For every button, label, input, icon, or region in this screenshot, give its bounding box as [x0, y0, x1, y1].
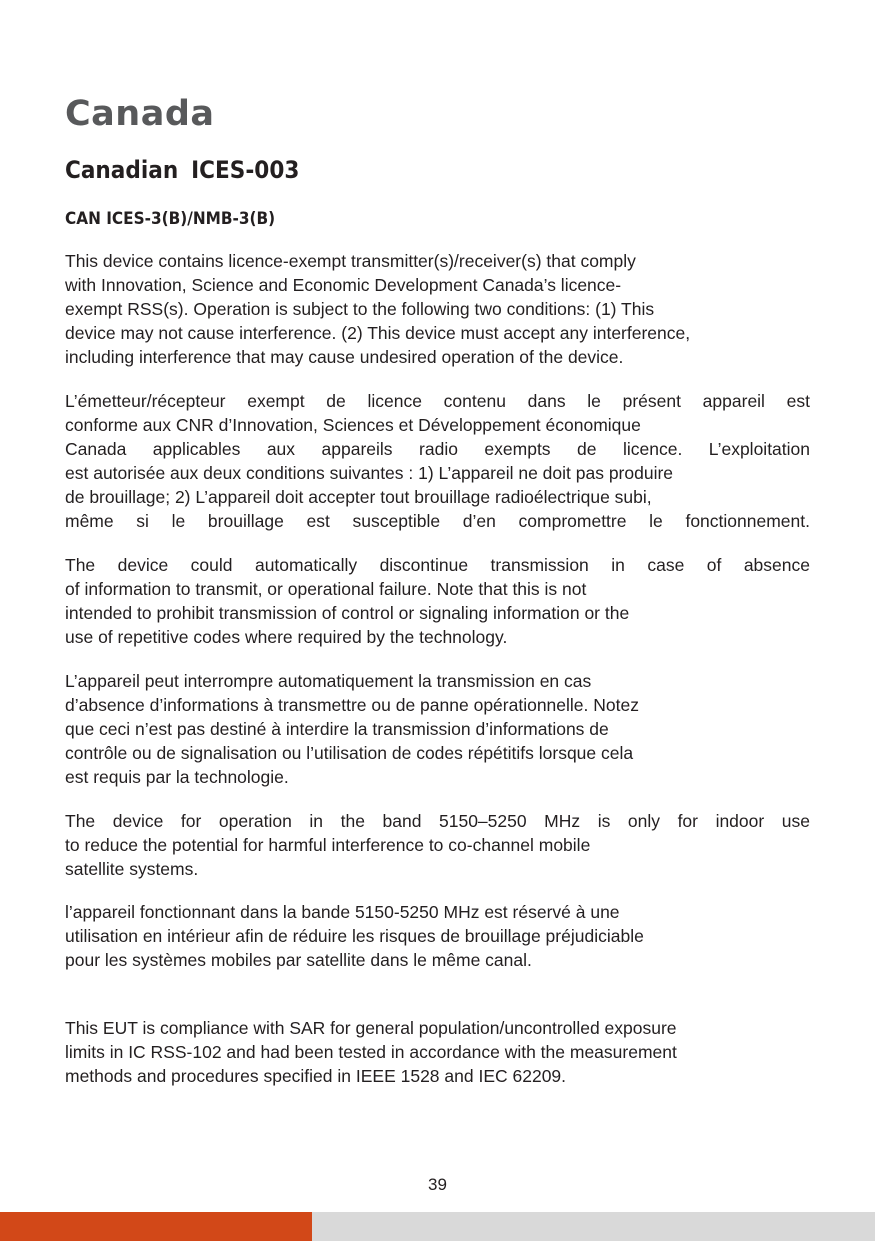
paragraph-french-band [65, 900, 810, 972]
compliance-label: CAN ICES-3(B)/NMB-3(B) [65, 209, 276, 229]
paragraph-english-discontinue [65, 553, 810, 649]
text-line: to reduce the potential for harmful interference to co-channel mobile [65, 835, 591, 855]
text-line: use of repetitive codes where required by the technology. [65, 627, 508, 647]
text-line: This EUT is compliance with SAR for general population/uncontrolled exposure [65, 1018, 677, 1038]
text-line: with Innovation, Science and Economic Development Canada’s licence- [65, 275, 622, 295]
text-line: l’appareil fonctionnant dans la bande 5150-5250 MHz est réservé à une [65, 902, 620, 922]
text-line: même si le brouillage est susceptible d’en compromettre le fonctionnement. [65, 511, 810, 531]
text-line: contrôle ou de signalisation ou l’utilisation de codes répétitifs lorsque cela [65, 743, 634, 763]
text-line: of information to transmit, or operational failure. Note that this is not [65, 579, 587, 599]
text-line: including interference that may cause undesired operation of the device. [65, 347, 624, 367]
text-line: est requis par la technologie. [65, 767, 289, 787]
text-line: device may not cause interference. (2) This device must accept any interference, [65, 323, 691, 343]
text-line: limits in IC RSS-102 and had been tested in accordance with the measurement [65, 1042, 677, 1062]
text-line: de brouillage; 2) L’appareil doit accepter tout brouillage radioélectrique subi, [65, 487, 652, 507]
text-line: This device contains licence-exempt transmitter(s)/receiver(s) that comply [65, 251, 636, 271]
paragraph-english-band [65, 809, 810, 881]
paragraph-french-licence [65, 389, 810, 533]
footer-accent-bar [0, 1212, 312, 1241]
text-line: pour les systèmes mobiles par satellite dans le même canal. [65, 950, 532, 970]
text-line: utilisation en intérieur afin de réduire les risques de brouillage préjudiciable [65, 926, 644, 946]
text-line: exempt RSS(s). Operation is subject to the following two conditions: (1) This [65, 299, 655, 319]
paragraph-english-licence [65, 249, 810, 369]
text-line: est autorisée aux deux conditions suivantes : 1) L’appareil ne doit pas produire [65, 463, 674, 483]
text-line: L’appareil peut interrompre automatiquement la transmission en cas [65, 671, 592, 691]
text-line: d’absence d’informations à transmettre ou de panne opérationnelle. Notez [65, 695, 639, 715]
text-line: The device could automatically discontinue transmission in case of absence [65, 555, 810, 575]
paragraph-french-discontinue [65, 669, 810, 789]
paragraph-sar-compliance [65, 1016, 810, 1088]
text-line: methods and procedures specified in IEEE 1528 and IEC 62209. [65, 1066, 567, 1086]
text-line: que ceci n’est pas destiné à interdire la transmission d’informations de [65, 719, 609, 739]
section-title: Canadian ICES-003 [65, 156, 300, 184]
page-heading: Canada [65, 94, 215, 134]
text-line: L’émetteur/récepteur exempt de licence contenu dans le présent appareil est [65, 391, 810, 411]
text-line: satellite systems. [65, 859, 199, 879]
text-line: The device for operation in the band 5150–5250 MHz is only for indoor use [65, 811, 810, 831]
text-line: conforme aux CNR d’Innovation, Sciences et Développement économique [65, 415, 641, 435]
text-line: intended to prohibit transmission of control or signaling information or the [65, 603, 630, 623]
page-number: 39 [428, 1175, 447, 1194]
text-line: Canada applicables aux appareils radio exempts de licence. L’exploitation [65, 439, 810, 459]
